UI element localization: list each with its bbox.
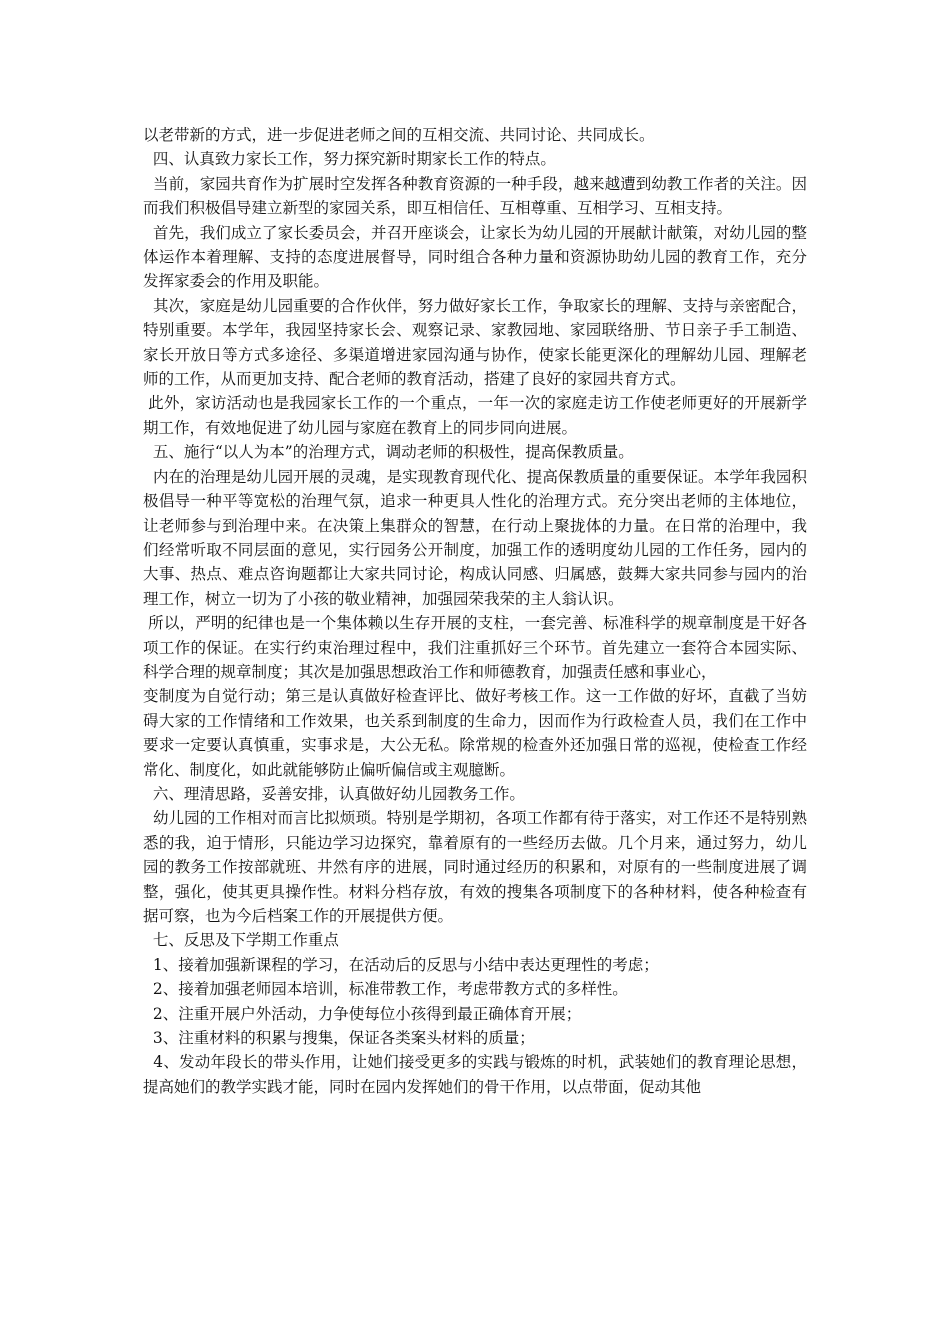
list-item: 2、注重开展户外活动，力争使每位小孩得到最正确体育开展； xyxy=(143,1004,582,1023)
section-heading: 六、理清思路，妥善安排，认真做好幼儿园教务工作。 xyxy=(143,784,525,803)
paragraph: 此外，家访活动也是我园家长工作的一个重点，一年一次的家庭走访工作使老师更好的开展新学期工作，有效地促进了幼儿园与家庭在教育上的同步同向进展。 xyxy=(143,394,807,437)
document-body xyxy=(143,123,807,1099)
paragraph: 以老带新的方式，进一步促进老师之间的互相交流、共同讨论、共同成长。 xyxy=(143,126,655,144)
paragraph: 当前，家园共育作为扩展时空发挥各种教育资源的一种手段，越来越遭到幼教工作者的关注。因而我们积极倡导建立新型的家园关系，即互相信任、互相尊重、互相学习、互相支持。 xyxy=(143,174,807,218)
section-heading: 七、反思及下学期工作重点 xyxy=(143,931,339,950)
list-item: 2、接着加强老师园本培训，标准带教工作，考虑带教方式的多样性。 xyxy=(143,980,628,999)
paragraph: 首先，我们成立了家长委员会，并召开座谈会，让家长为幼儿园的开展献计献策，对幼儿园的整体运作本着理解、支持的态度进展督导，同时组合各种力量和资源协助幼儿园的教育工作，充分发挥家委会的作用及职能。 xyxy=(143,223,807,291)
paragraph: 所以，严明的纪律也是一个集体赖以生存开展的支柱，一套完善、标准科学的规章制度是干好各项工作的保证。在实行约束治理过程中，我们注重抓好三个环节。首先建立一套符合本园实际、科学合理的规章制度；其次是加强思想政治工作和师德教育，加强责任感和事业心， xyxy=(143,614,807,681)
paragraph: 内在的治理是幼儿园开展的灵魂，是实现教育现代化、提高保教质量的重要保证。本学年我园积极倡导一种平等宽松的治理气氛，追求一种更具人性化的治理方式。充分突出老师的主体地位，让老师参与到治理中来。在决策上集群众的智慧，在行动上聚拢体的力量。在日常的治理中，我们经常听取不同层面的意见，实行园务公开制度，加强工作的透明度幼儿园的工作任务，园内的大事、热点、难点咨询题都让大家共同讨论，构成认同感、归属感，鼓舞大家共同参与园内的治理工作，树立一切为了小孩的敬业精神，加强园荣我荣的主人翁认识。 xyxy=(143,467,807,608)
paragraph: 变制度为自觉行动；第三是认真做好检查评比、做好考核工作。这一工作做的好坏，直截了当妨碍大家的工作情绪和工作效果，也关系到制度的生命力，因而作为行政检查人员，我们在工作中要求一定要认真慎重，实事求是，大公无私。除常规的检查外还加强日常的巡视，使检查工作经常化、制度化，如此就能够防止偏听偏信或主观臆断。 xyxy=(143,687,807,779)
paragraph: 其次，家庭是幼儿园重要的合作伙伴，努力做好家长工作，争取家长的理解、支持与亲密配合，特别重要。本学年，我园坚持家长会、观察记录、家教园地、家园联络册、节日亲子手工制造、家长开放日等方式多途径、多渠道增进家园沟通与协作，使家长能更深化的理解幼儿园、理解老师的工作，从而更加支持、配合老师的教育活动，搭建了良好的家园共育方式。 xyxy=(143,296,807,389)
list-item: 4、发动年段长的带头作用，让她们接受更多的实践与锻炼的时机，武装她们的教育理论思想，提高她们的教学实践才能，同时在园内发挥她们的骨干作用，以点带面，促动其他 xyxy=(143,1053,807,1096)
section-heading: 四、认真致力家长工作，努力探究新时期家长工作的特点。 xyxy=(143,150,556,169)
paragraph: 幼儿园的工作相对而言比拟烦琐。特别是学期初，各项工作都有待于落实，对工作还不是特别熟悉的我，迫于情形，只能边学习边探究，靠着原有的一些经历去做。几个月来，通过努力，幼儿园的教务工作按部就班、井然有序的进展，同时通过经历的积累和，对原有的一些制度进展了调整，强化，使其更具操作性。材料分档存放，有效的搜集各项制度下的各种材料，使各种检查有据可察，也为今后档案工作的开展提供方便。 xyxy=(143,809,807,925)
list-item: 3、注重材料的积累与搜集，保证各类案头材料的质量； xyxy=(143,1029,535,1048)
section-heading: 五、施行“以人为本”的治理方式，调动老师的积极性，提高保教质量。 xyxy=(143,443,634,462)
list-item: 1、接着加强新课程的学习，在活动后的反思与小结中表达更理性的考虑； xyxy=(143,955,659,974)
